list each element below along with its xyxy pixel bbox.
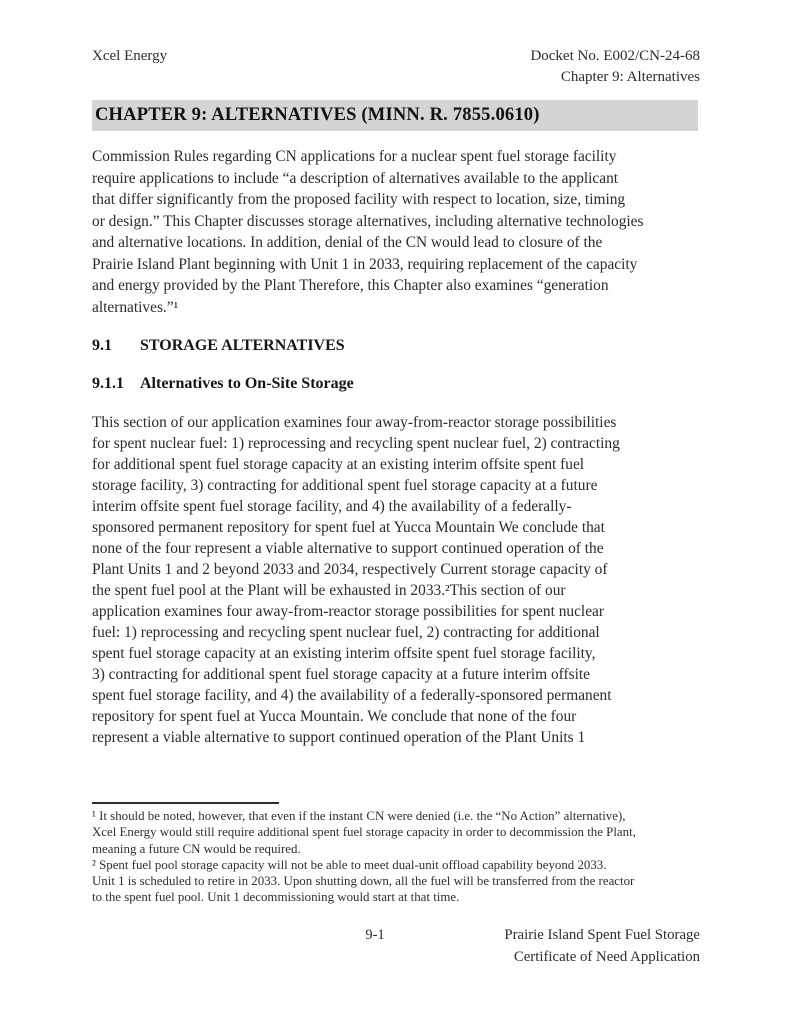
header-company: Xcel Energy	[92, 48, 168, 64]
text-line: require applications to include “a description of alternatives available to the applicant	[92, 169, 619, 187]
body-paragraph	[92, 412, 620, 748]
text-line: and energy provided by the Plant Therefore, this Chapter also examines “generation	[92, 277, 609, 294]
footer-document-subtitle: Certificate of Need Application	[513, 949, 700, 965]
text-line: interim offsite spent fuel storage facility, and 4) the availability of a federally-	[92, 498, 572, 515]
footer-right-block	[504, 924, 700, 968]
text-line: or design.” This Chapter discusses storage alternatives, including alternative technologies	[92, 212, 644, 230]
section-title: Alternatives to On-Site Storage	[140, 375, 354, 392]
section-title: STORAGE ALTERNATIVES	[140, 337, 345, 354]
footnotes-block	[92, 808, 636, 906]
text-line: that differ significantly from the proposed facility with respect to location, size, timing	[92, 191, 626, 208]
text-line: alternatives.”¹	[92, 298, 179, 316]
text-line: Plant Units 1 and 2 beyond 2033 and 2034, respectively Current storage capacity of	[92, 561, 608, 578]
section-number: 9.1	[92, 337, 112, 354]
text-line: repository for spent fuel at Yucca Mountain. We conclude that none of the four	[92, 708, 577, 725]
header-chapter-label: Chapter 9: Alternatives	[560, 69, 700, 85]
text-line: fuel: 1) reprocessing and recycling spent nuclear fuel, 2) contracting for additional	[92, 624, 600, 641]
text-line: the spent fuel pool at the Plant will be exhausted in 2033.²This section of our	[92, 582, 566, 599]
text-line: ² Spent fuel pool storage capacity will not be able to meet dual-unit offload capability beyond 2033.	[92, 857, 607, 872]
section-heading-9-1	[92, 337, 345, 355]
text-line: meaning a future CN would be required.	[92, 841, 301, 856]
intro-paragraph	[92, 146, 644, 318]
text-line: Prairie Island Plant beginning with Unit 1 in 2033, requiring replacement of the capacity	[92, 255, 638, 273]
header-docket-number: Docket No. E002/CN-24-68	[530, 48, 700, 64]
text-line: and alternative locations. In addition, denial of the CN would lead to closure of the	[92, 234, 603, 251]
text-line: ¹ It should be noted, however, that even if the instant CN were denied (i.e. the “No Action” alternative),	[92, 809, 626, 823]
text-line: for spent nuclear fuel: 1) reprocessing and recycling spent nuclear fuel, 2) contracting	[92, 435, 620, 452]
text-line: represent a viable alternative to support continued operation of the Plant Units 1	[92, 729, 586, 746]
text-line: Xcel Energy would still require additional spent fuel storage capacity in order to decommission the Plant,	[92, 825, 636, 840]
text-line: none of the four represent a viable alternative to support continued operation of the	[92, 540, 604, 557]
text-line: application examines four away-from-reactor storage possibilities for spent nuclear	[92, 603, 604, 620]
text-line: to the spent fuel pool. Unit 1 decommissioning would start at that time.	[92, 890, 460, 905]
section-number: 9.1.1	[92, 375, 124, 392]
footnote-separator-rule	[92, 802, 279, 804]
text-line: for additional spent fuel storage capacity at an existing interim offsite spent fuel	[92, 456, 585, 473]
page-number: 9-1	[365, 927, 385, 943]
footer-document-title: Prairie Island Spent Fuel Storage	[504, 927, 700, 943]
text-line: spent fuel storage capacity at an existing interim offsite spent fuel storage facility,	[92, 645, 596, 662]
text-line: Unit 1 is scheduled to retire in 2033. Upon shutting down, all the fuel will be transferred from the reactor	[92, 874, 635, 889]
text-line: sponsored permanent repository for spent fuel at Yucca Mountain We conclude that	[92, 519, 605, 536]
page-header	[92, 46, 700, 88]
text-line: spent fuel storage facility, and 4) the availability of a federally-sponsored permanent	[92, 687, 612, 704]
text-line: This section of our application examines four away-from-reactor storage possibilities	[92, 414, 617, 431]
text-line: 3) contracting for additional spent fuel storage capacity at a future interim offsite	[92, 666, 591, 683]
section-heading-9-1-1	[92, 375, 354, 393]
chapter-title: CHAPTER 9: ALTERNATIVES (MINN. R. 7855.0610)	[92, 100, 698, 131]
text-line: Commission Rules regarding CN applications for a nuclear spent fuel storage facility	[92, 148, 617, 165]
header-right-block	[530, 46, 700, 88]
text-line: storage facility, 3) contracting for additional spent fuel storage capacity at a future	[92, 477, 598, 494]
